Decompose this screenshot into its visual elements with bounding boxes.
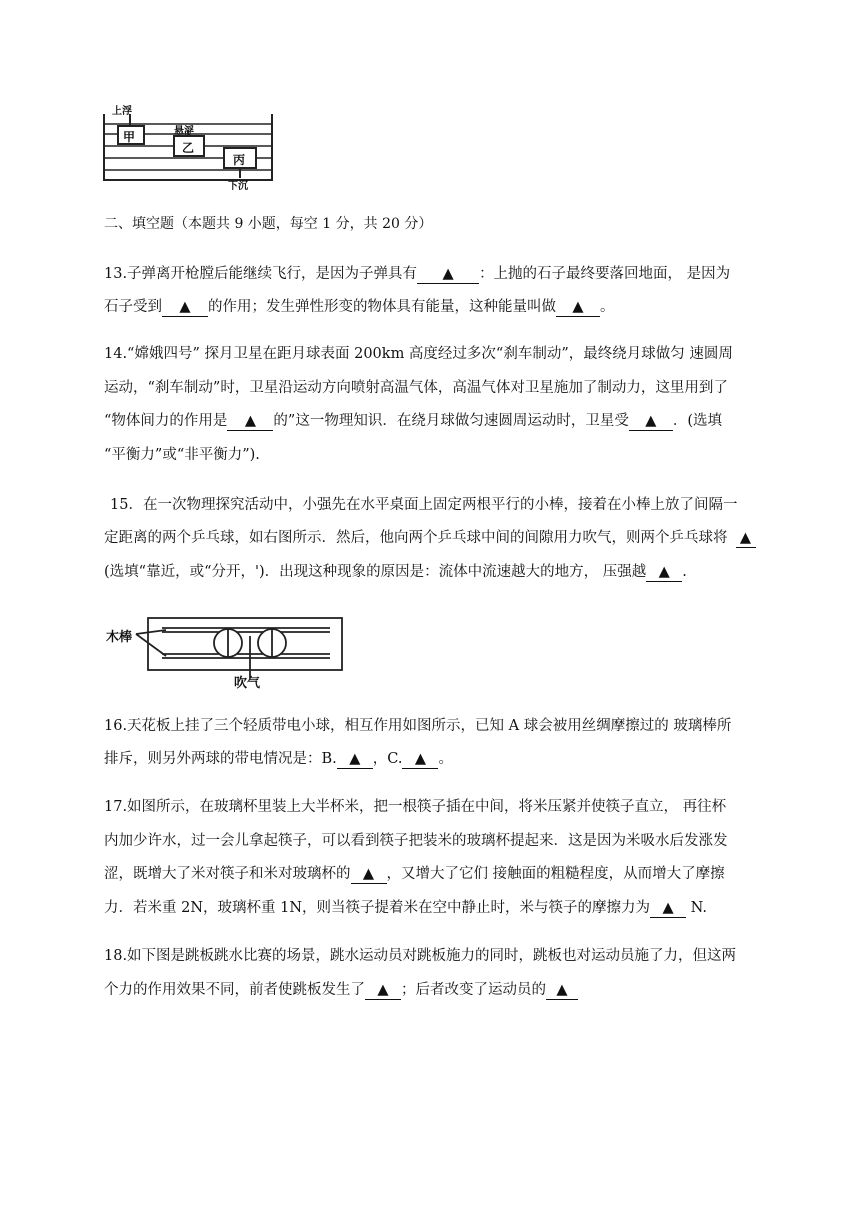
q18-text-2a: 个力的作用效果不同，前者使跳板发生了 — [104, 982, 365, 998]
q14-line-3 — [104, 411, 722, 431]
answer-marker: ▲ — [556, 982, 568, 998]
answer-marker: ▲ — [645, 413, 657, 429]
q17-line-1: 17.如图所示，在玻璃杯里装上大半杯米，把一根筷子插在中间，将米压紧并使筷子直立， 再往杯 — [104, 799, 727, 815]
q14-line-4: “平衡力”或“非平衡力”). — [104, 447, 260, 463]
q15-text-2a: 定距离的两个乒乓球，如右图所示．然后，他向两个乒乓球中间的间隙用力吹气，则两个乒乓球将 — [104, 530, 728, 546]
label-suspend: 悬浮 — [174, 126, 194, 137]
answer-marker: ▲ — [349, 751, 361, 767]
answer-marker: ▲ — [377, 982, 389, 998]
q18-blank-1[interactable] — [365, 981, 401, 1000]
q13-text-1b: ：上抛的石子最终要落回地面， 是因为 — [479, 266, 731, 282]
answer-marker: ▲ — [414, 751, 427, 767]
q17-blank-1[interactable] — [351, 865, 387, 884]
answer-marker: ▲ — [442, 266, 454, 282]
answer-marker: ▲ — [739, 530, 752, 546]
section-heading: 二、填空题（本题共 9 小题，每空 1 分，共 20 分） — [104, 216, 433, 232]
q17-text-4b: N. — [690, 900, 708, 916]
box-a-label: 甲 — [123, 130, 136, 144]
q18-blank-2[interactable] — [546, 981, 578, 1000]
q16-text-2a: 排斥，则另外两球的带电情况是：B. — [104, 751, 337, 767]
answer-marker: ▲ — [244, 413, 256, 429]
q15-blank-1[interactable] — [736, 529, 756, 548]
label-blow: 吹气 — [234, 676, 261, 691]
q16-blank-2[interactable] — [402, 750, 438, 769]
pingpong-diagram — [100, 610, 350, 690]
pingpong-diagram-svg — [100, 610, 350, 690]
q17-line-2: 内加少许水，过一会儿拿起筷子，可以看到筷子把装米的玻璃杯提起来．这是因为米吸水后发涨发 — [104, 833, 728, 849]
q15-blank-2[interactable] — [646, 563, 682, 582]
answer-marker: ▲ — [179, 299, 191, 315]
q13-text-2c: 。 — [600, 299, 615, 315]
q14-blank-2[interactable] — [629, 412, 673, 431]
q17-text-4a: 力．若米重 2N，玻璃杯重 1N，则当筷子提着米在空中静止时，米与筷子的摩擦力为 — [104, 900, 651, 916]
q16-text-2c: 。 — [438, 751, 453, 767]
q16-line-2 — [104, 749, 453, 769]
q17-blank-2[interactable] — [650, 899, 686, 918]
q17-line-3 — [104, 864, 725, 884]
q14-line-2: 运动，“刹车制动”时，卫星沿运动方向喷射高温气体，高温气体对卫星施加了制动力，这里用到了 — [104, 380, 728, 396]
q13-line-1 — [104, 264, 730, 284]
q14-text-3a: “物体间力的作用是 — [104, 413, 228, 429]
q17-text-3b: ，又增大了它们 接触面的粗糙程度，从而增大了摩擦 — [386, 866, 725, 882]
q18-line-1: 18.如下图是跳板跳水比赛的场景，跳水运动员对跳板施力的同时，跳板也对运动员施了力，但这两 — [104, 948, 737, 964]
q15-line-1: 15．在一次物理探究活动中，小强先在水平桌面上固定两根平行的小棒，接着在小棒上放了间隔一 — [110, 497, 738, 513]
q15-text-3a: (选填“靠近，或“分开，')．出现这种现象的原因是：流体中流速越大的地方， 压强越 — [104, 564, 647, 580]
box-c-label: 丙 — [233, 153, 246, 167]
q18-line-2 — [104, 980, 578, 1000]
q15-line-3 — [104, 562, 687, 582]
box-b-label: 乙 — [182, 141, 195, 155]
label-sink: 下沉 — [228, 181, 248, 192]
q16-line-1: 16.天花板上挂了三个轻质带电小球，相互作用如图所示，已知 A 球会被用丝绸摩擦过的 玻璃棒所 — [104, 718, 732, 734]
q17-text-3a: 涩，既增大了米对筷子和米对玻璃杯的 — [104, 866, 351, 882]
q15-line-2 — [104, 528, 756, 548]
answer-marker: ▲ — [362, 866, 375, 882]
q16-text-2b: ，C. — [372, 751, 403, 767]
q14-text-3b: 的”这一物理知识．在绕月球做匀速圆周运动时，卫星受 — [273, 413, 629, 429]
q16-blank-1[interactable] — [337, 750, 373, 769]
answer-marker: ▲ — [658, 564, 670, 580]
answer-marker: ▲ — [572, 299, 584, 315]
q18-text-2b: ；后者改变了运动员的 — [401, 982, 546, 998]
q13-text-2a: 石子受到 — [104, 299, 162, 315]
label-float: 上浮 — [112, 106, 132, 117]
label-stick: 木棒 — [106, 630, 133, 645]
q14-text-3c: ．(选填 — [672, 413, 723, 429]
q14-blank-1[interactable] — [227, 412, 273, 431]
q13-text-2b: 的作用；发生弹性形变的物体具有能量，这种能量叫做 — [208, 299, 556, 315]
q17-line-4 — [104, 898, 707, 918]
q15-text-3b: . — [682, 564, 687, 580]
q13-blank-1[interactable] — [417, 265, 479, 284]
q13-text-1a: 13.子弹离开枪膛后能继续飞行，是因为子弹具有 — [104, 266, 418, 282]
q14-line-1: 14.“嫦娥四号” 探月卫星在距月球表面 200km 高度经过多次“刹车制动”，最终绕月球做匀 速圆周 — [104, 346, 733, 362]
q13-line-2 — [104, 297, 615, 317]
q13-blank-3[interactable] — [556, 298, 600, 317]
answer-marker: ▲ — [662, 900, 674, 916]
q13-blank-2[interactable] — [162, 298, 208, 317]
buoyancy-diagram — [96, 100, 286, 190]
